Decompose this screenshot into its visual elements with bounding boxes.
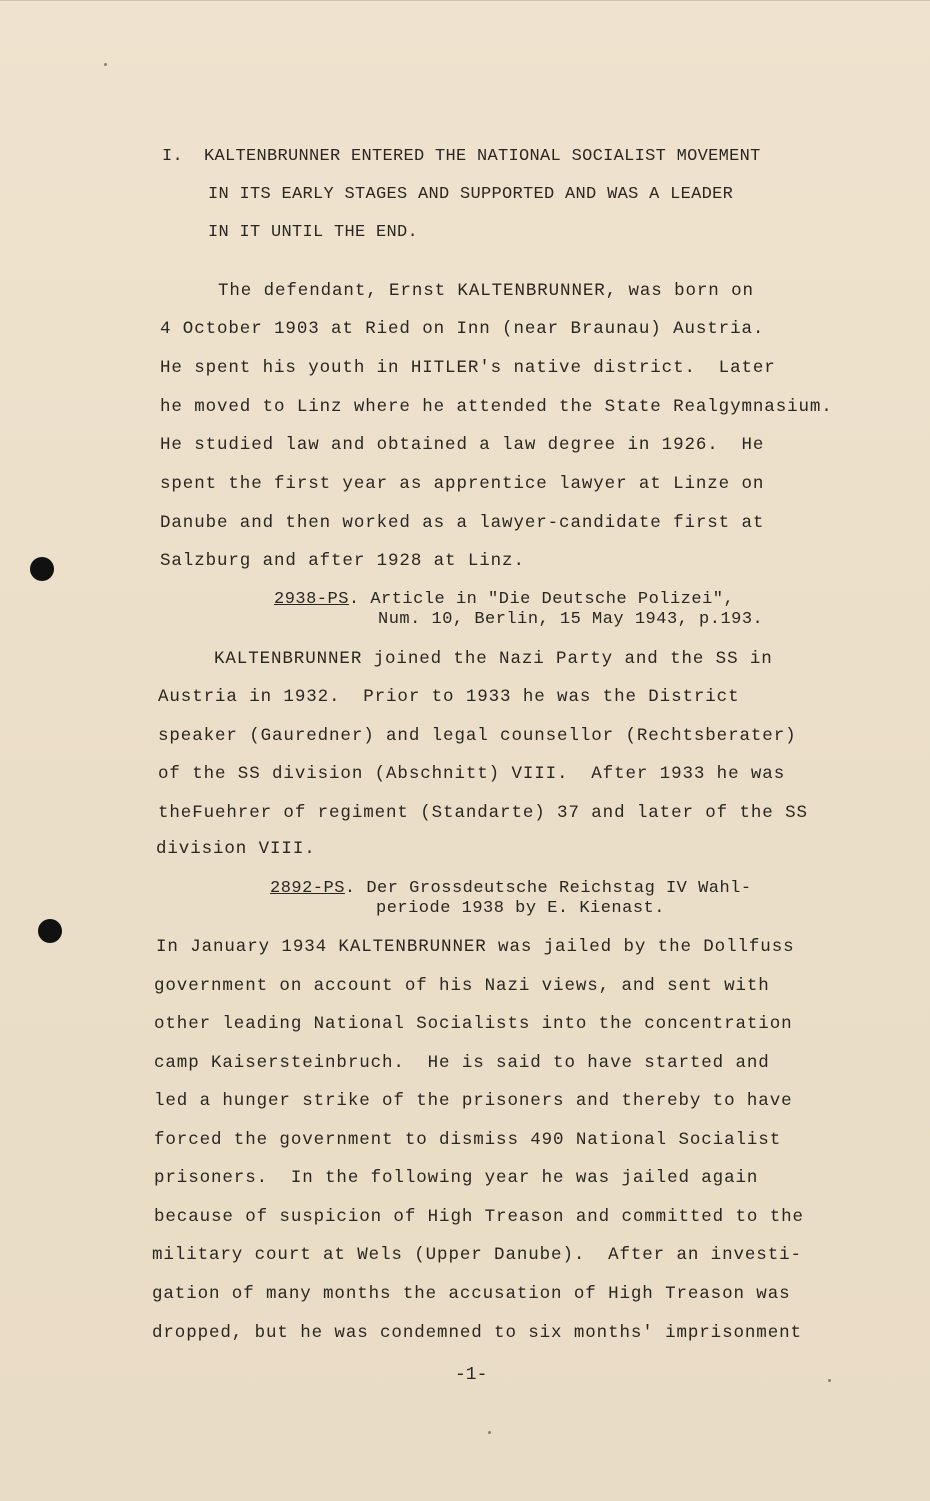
paper-speck: [828, 1379, 831, 1382]
para3-line-6: forced the government to dismiss 490 National Socialist: [154, 1130, 782, 1150]
para3-line-3: other leading National Socialists into the concentration: [154, 1014, 793, 1034]
para2-line-1: KALTENBRUNNER joined the Nazi Party and the SS in: [214, 649, 773, 669]
para3-line-4: camp Kaisersteinbruch. He is said to have started and: [154, 1053, 770, 1073]
para1-line-2: 4 October 1903 at Ried on Inn (near Braunau) Austria.: [160, 319, 765, 339]
paper-speck: [104, 63, 107, 66]
heading-line-2: IN ITS EARLY STAGES AND SUPPORTED AND WAS A LEADER: [208, 185, 734, 204]
para1-line-1: The defendant, Ernst KALTENBRUNNER, was born on: [218, 281, 754, 301]
page-number: -1-: [455, 1365, 488, 1385]
citation-2-ref: 2892-PS: [270, 879, 345, 898]
citation-1-line-1: [274, 590, 734, 610]
para1-line-7: Danube and then worked as a lawyer-candidate first at: [160, 513, 765, 533]
para2-line-4: of the SS division (Abschnitt) VIII. After 1933 he was: [158, 764, 786, 784]
citation-2-line-2: periode 1938 by E. Kienast.: [376, 899, 665, 918]
para1-line-6: spent the first year as apprentice lawyer at Linze on: [160, 474, 765, 494]
heading-line-3: IN IT UNTIL THE END.: [208, 223, 419, 242]
punch-hole-top: [30, 557, 54, 581]
para3-line-9: military court at Wels (Upper Danube). After an investi-: [152, 1245, 802, 1265]
para3-line-7: prisoners. In the following year he was jailed again: [154, 1168, 759, 1188]
para2-line-3: speaker (Gauredner) and legal counsellor (Rechtsberater): [158, 726, 797, 746]
para1-line-3: He spent his youth in HITLER's native district. Later: [160, 358, 776, 378]
punch-hole-bottom: [38, 919, 62, 943]
para1-line-8: Salzburg and after 1928 at Linz.: [160, 551, 525, 571]
citation-1-ref: 2938-PS: [274, 590, 349, 609]
para3-line-2: government on account of his Nazi views, and sent with: [154, 976, 770, 996]
para3-line-1: In January 1934 KALTENBRUNNER was jailed by the Dollfuss: [156, 937, 795, 957]
para1-line-4: he moved to Linz where he attended the State Realgymnasium.: [160, 397, 833, 417]
para3-line-8: because of suspicion of High Treason and committed to the: [154, 1207, 804, 1227]
para2-line-2: Austria in 1932. Prior to 1933 he was the District: [158, 687, 740, 707]
para2-line-5: theFuehrer of regiment (Standarte) 37 and later of the SS: [158, 803, 808, 823]
para2-line-6: division VIII.: [156, 839, 316, 859]
citation-2-line-1: [270, 879, 752, 899]
citation-2-text: . Der Grossdeutsche Reichstag IV Wahl-: [344, 879, 752, 898]
citation-1-line-2: Num. 10, Berlin, 15 May 1943, p.193.: [378, 610, 764, 629]
para3-line-5: led a hunger strike of the prisoners and thereby to have: [154, 1091, 793, 1111]
para3-line-10: gation of many months the accusation of High Treason was: [152, 1284, 791, 1304]
paper-speck: [488, 1431, 491, 1434]
para1-line-5: He studied law and obtained a law degree in 1926. He: [160, 435, 765, 455]
heading-line-1: I. KALTENBRUNNER ENTERED THE NATIONAL SOCIALIST MOVEMENT: [162, 147, 761, 166]
para3-line-11: dropped, but he was condemned to six months' imprisonment: [152, 1323, 802, 1343]
citation-1-text: . Article in "Die Deutsche Polizei",: [348, 590, 735, 609]
